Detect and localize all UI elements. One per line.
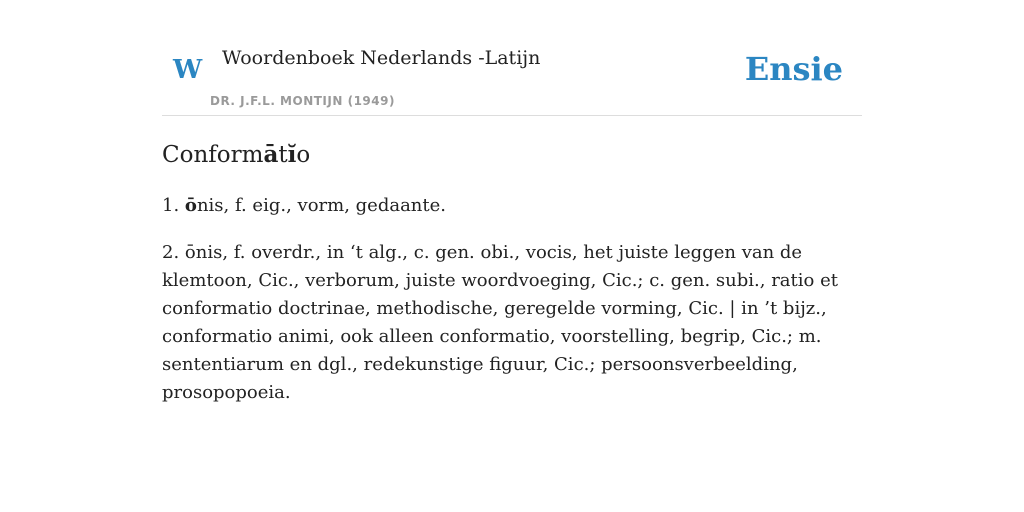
entry-header <box>162 0 862 116</box>
sense-text: nis, f. eig., vorm, gedaante. <box>196 195 447 216</box>
page-container <box>162 0 862 407</box>
dictionary-logo-icon[interactable]: W <box>173 55 203 85</box>
sense-text: ōnis, f. overdr., in ‘t alg., c. gen. obi., vocis, het juiste leggen van de klemtoon, Cic., verborum, juiste woordvoeging, Cic.; c. gen. subi., ratio et conformatio doctrinae, methodische, geregelde vorming, Cic. | in ’t bijz., conformatio animi, ook alleen conformatio, voorstelling, begrip, Cic.; m. sententiarum en dgl., redekunstige figuur, Cic.; persoonsverbeelding, prosopopoeia. <box>162 242 838 403</box>
headword <box>162 140 862 170</box>
dictionary-title-link[interactable]: Woordenboek Nederlands -Latijn <box>222 47 541 69</box>
headword-part: t <box>278 142 288 168</box>
sense-number: 1. <box>162 195 180 216</box>
headword-part-accented: ĭ <box>287 141 297 168</box>
sense-1 <box>162 192 862 220</box>
dictionary-author: DR. J.F.L. MONTIJN (1949) <box>210 94 395 108</box>
headword-part-accented: ā <box>263 141 279 168</box>
sense-2 <box>162 239 862 407</box>
sense-bold-prefix: ō <box>184 195 197 216</box>
sense-number: 2. <box>162 242 180 263</box>
ensie-brand-link[interactable]: Ensie <box>744 50 843 88</box>
headword-part: Conform <box>162 142 264 168</box>
headword-part: o <box>296 142 311 168</box>
